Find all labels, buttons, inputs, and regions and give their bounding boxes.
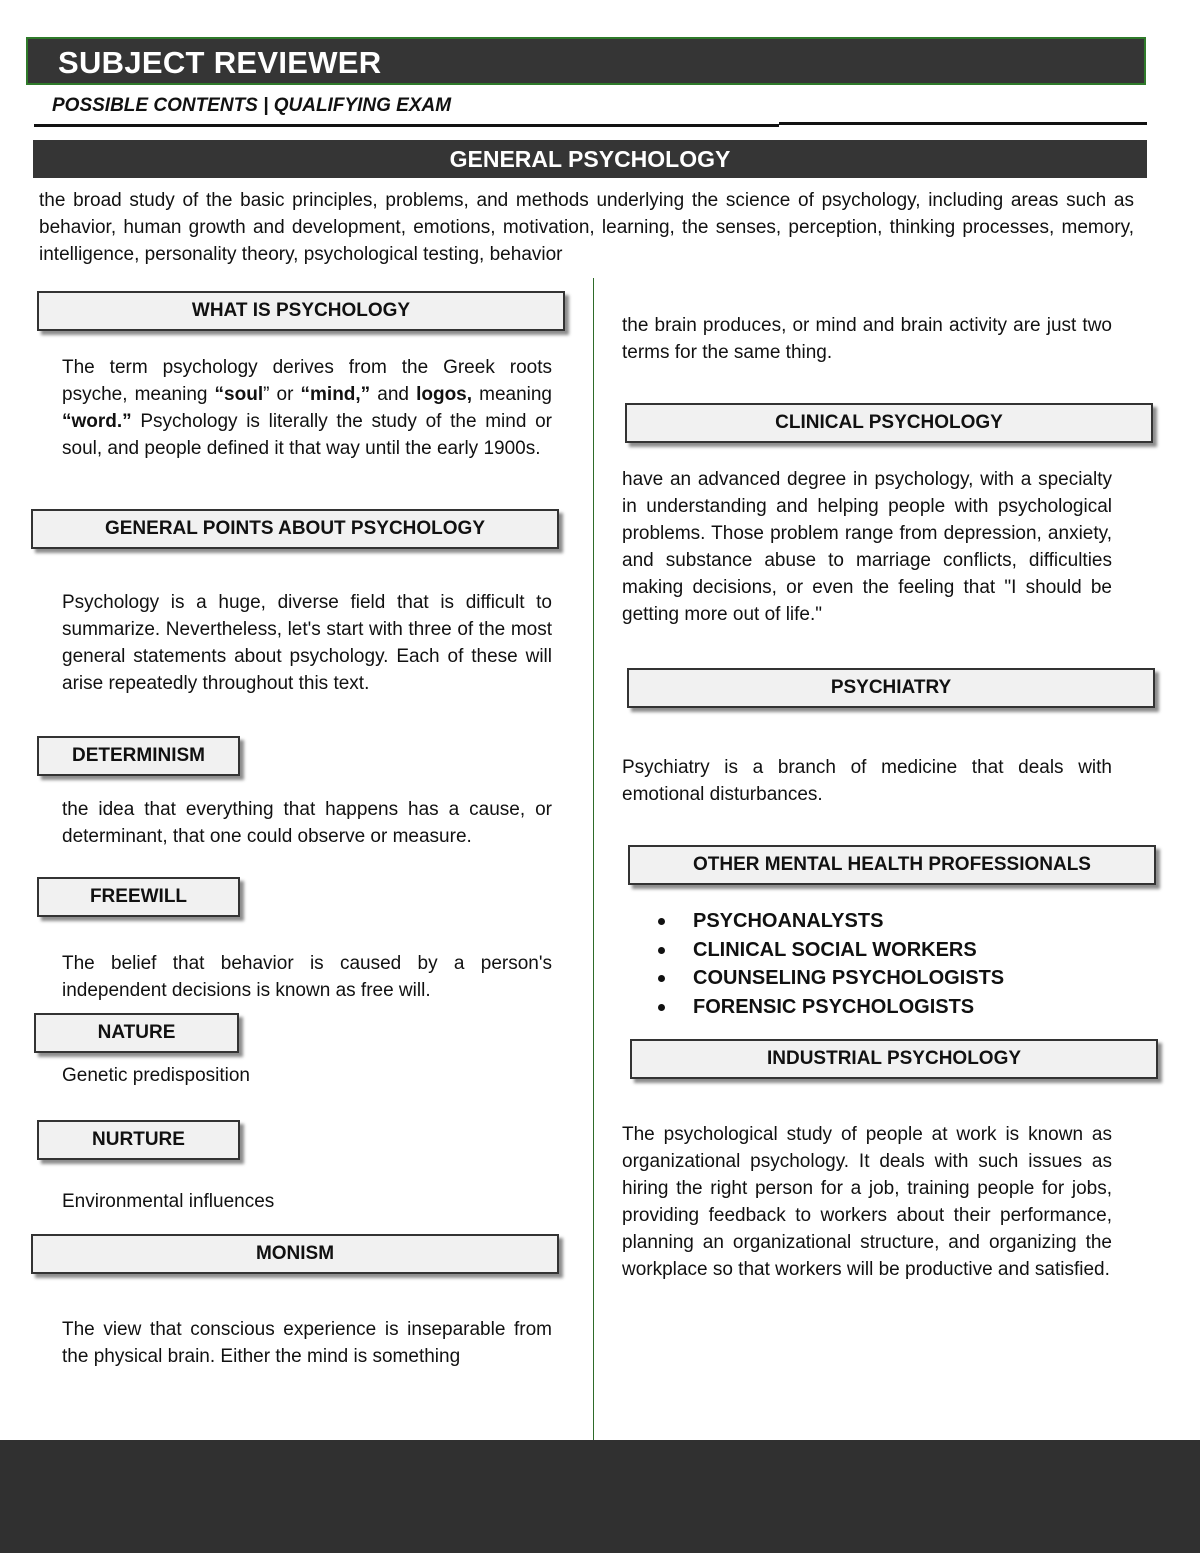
- column-divider: [593, 278, 594, 1442]
- bullet-icon: [658, 975, 665, 982]
- subtitle-rule-right: [779, 122, 1147, 125]
- bullet-icon: [658, 947, 665, 954]
- subtitle-rule: [34, 124, 779, 127]
- industrial-psychology-text: The psychological study of people at work is known as organizational psychology. It deals with such issues as hiring the right person for a job, training people for jobs, providing feedback to workers about their performance, planning an organizational structure, and organizing the workplace so that workers will be productive and satisfied.: [622, 1124, 1112, 1280]
- heading-determinism: DETERMINISM: [37, 736, 240, 776]
- clinical-psychology-text: have an advanced degree in psychology, with a specialty in understanding and helping people with psychological problems. Those problem range from depression, anxiety, and substance abuse to marriage conflicts, difficulties making decisions, or even the feeling that "I should be getting more out of life.": [622, 469, 1112, 625]
- list-item: COUNSELING PSYCHOLOGISTS: [652, 964, 1004, 993]
- heading-psychiatry: PSYCHIATRY: [627, 668, 1155, 708]
- heading-other-professionals: OTHER MENTAL HEALTH PROFESSIONALS: [628, 845, 1156, 885]
- heading-clinical-psychology: CLINICAL PSYCHOLOGY: [625, 403, 1153, 443]
- heading-nurture: NURTURE: [37, 1120, 240, 1160]
- footer-band: [0, 1440, 1200, 1553]
- list-item: FORENSIC PSYCHOLOGISTS: [652, 993, 1004, 1022]
- nurture-text: Environmental influences: [62, 1191, 275, 1212]
- title-banner: [26, 37, 1146, 85]
- determinism-text: the idea that everything that happens has a cause, or determinant, that one could observe or measure.: [62, 799, 552, 847]
- heading-monism: MONISM: [31, 1234, 559, 1274]
- heading-what-is-psychology: WHAT IS PSYCHOLOGY: [37, 291, 565, 331]
- monism-text: The view that conscious experience is inseparable from the physical brain. Either the mind is something: [62, 1319, 552, 1367]
- heading-industrial-psychology: INDUSTRIAL PSYCHOLOGY: [630, 1039, 1158, 1079]
- nature-text: Genetic predisposition: [62, 1065, 250, 1086]
- list-item: PSYCHOANALYSTS: [652, 907, 1004, 936]
- heading-nature: NATURE: [34, 1013, 239, 1053]
- bullet-icon: [658, 1004, 665, 1011]
- heading-general-points: GENERAL POINTS ABOUT PSYCHOLOGY: [31, 509, 559, 549]
- document-title: SUBJECT REVIEWER: [58, 45, 382, 80]
- heading-freewill: FREEWILL: [37, 877, 240, 917]
- bullet-icon: [658, 918, 665, 925]
- general-points-text: Psychology is a huge, diverse field that is difficult to summarize. Nevertheless, let's start with three of the most general statements about psychology. Each of these will arise repeatedly throughout this text.: [62, 592, 552, 694]
- section-intro: the broad study of the basic principles, problems, and methods underlying the science of psychology, including areas such as behavior, human growth and development, emotions, motivation, learning, the senses, perception, thinking processes, memory, intelligence, personality theory, psychological testing, behavior: [39, 190, 1134, 265]
- what-is-psychology-text: The term psychology derives from the Greek roots psyche, meaning “soul” or “mind,” and logos, meaning “word.” Psychology is literally the study of the mind or soul, and people defined it that way until the early 1900s.: [62, 357, 553, 459]
- monism-continued-text: the brain produces, or mind and brain activity are just two terms for the same thing.: [622, 315, 1112, 363]
- professionals-list: [652, 907, 1004, 1021]
- document-subtitle: POSSIBLE CONTENTS | QUALIFYING EXAM: [52, 95, 452, 116]
- section-title: GENERAL PSYCHOLOGY: [33, 140, 1147, 178]
- psychiatry-text: Psychiatry is a branch of medicine that deals with emotional disturbances.: [622, 757, 1112, 805]
- freewill-text: The belief that behavior is caused by a person's independent decisions is known as free will.: [62, 953, 552, 1001]
- list-item: CLINICAL SOCIAL WORKERS: [652, 936, 1004, 965]
